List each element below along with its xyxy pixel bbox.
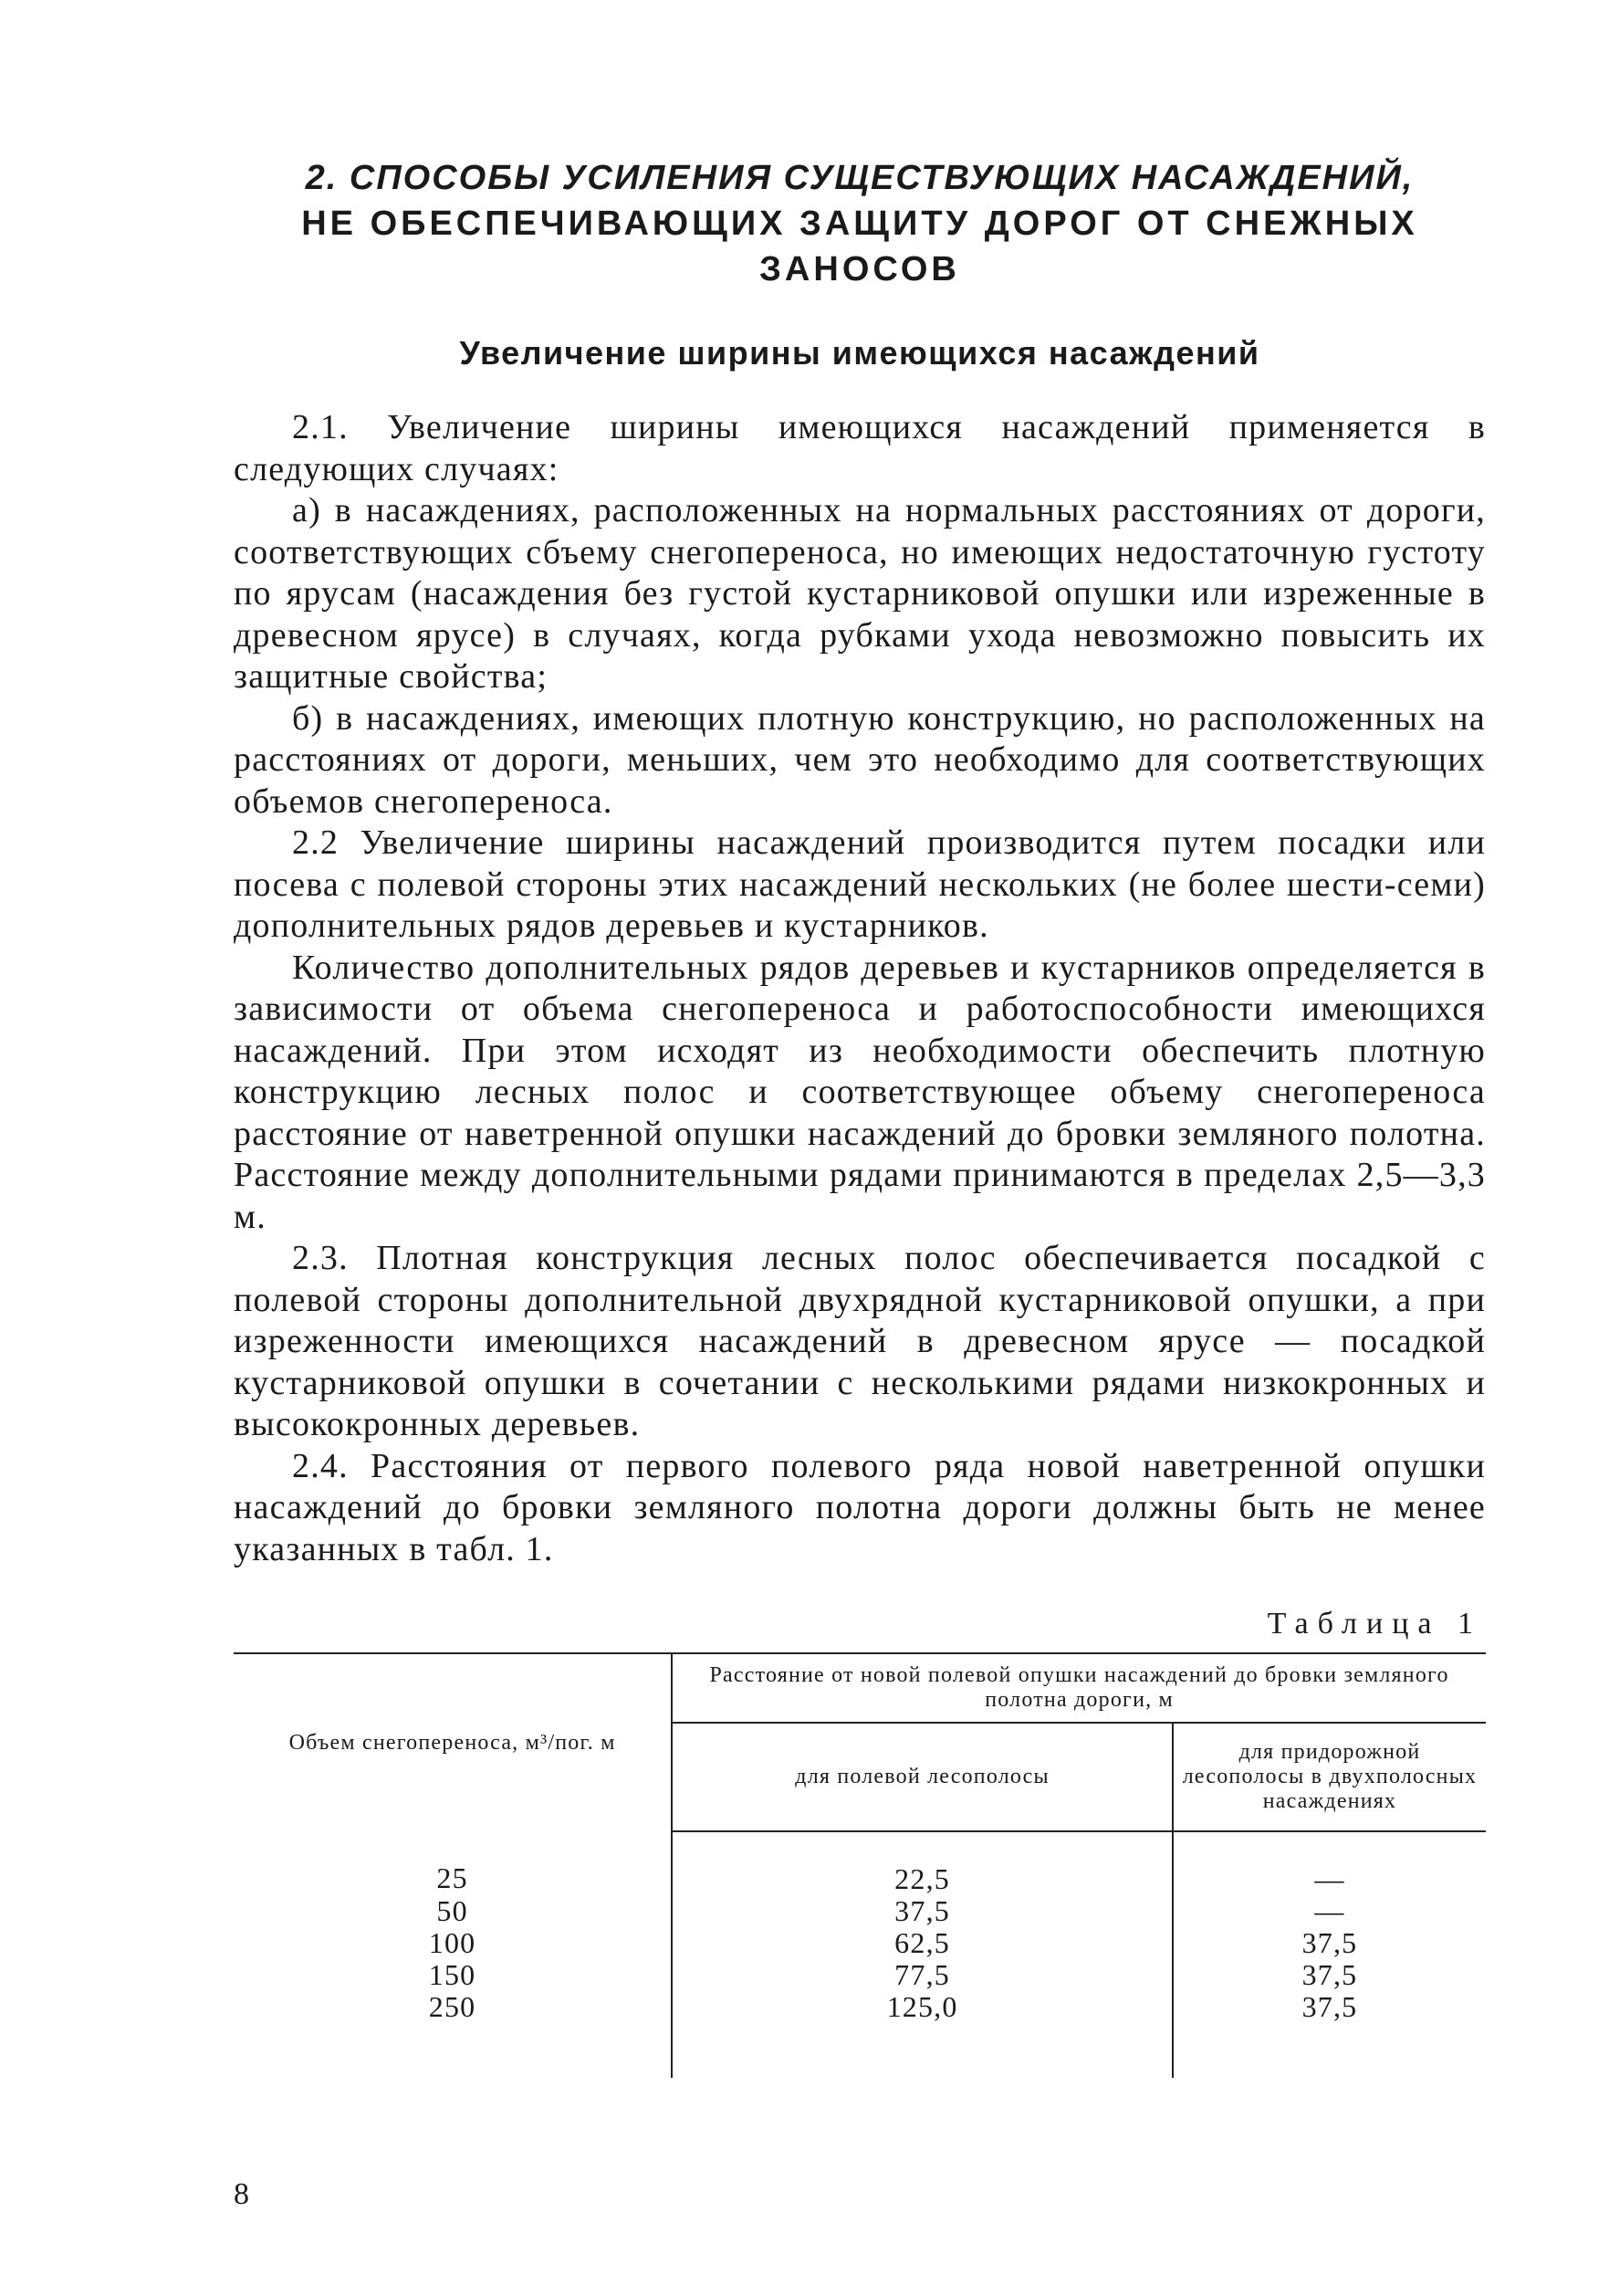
- table-row: [234, 1895, 1486, 1927]
- cell-volume: 50: [234, 1895, 672, 1927]
- table-row: [234, 1991, 1486, 2078]
- paragraph-2-1: 2.1. Увеличение ширины имеющихся насаждений применяется в следующих случаях:: [234, 408, 1486, 488]
- cell-roadside-distance: 37,5: [1301, 1926, 1358, 1959]
- cell-roadside-distance: —: [1314, 1862, 1345, 1895]
- paragraph-2-1-b: б) в насаждениях, имеющих плотную конструкцию, но расположенных на расстояниях от дороги, меньших, чем это необходимо для соответствующих объемов снегопереноса.: [234, 698, 1486, 821]
- section-heading-line2: НЕ ОБЕСПЕЧИВАЮЩИХ ЗАЩИТУ ДОРОГ ОТ СНЕЖНЫХ ЗАНОСОВ: [301, 204, 1418, 288]
- cell-roadside-distance: 37,5: [1301, 1958, 1358, 1991]
- cell-field-distance: 22,5: [672, 1831, 1173, 1895]
- paragraph-2-2-cont: Количество дополнительных рядов деревьев и кустарников определяется в зависимости от объема снегопереноса и работоспособности имеющихся насаждений. При этом исходят из необходимости обеспечить плотную конструкцию лесных полос и соответствующее объему снегопереноса расстояние от наветренной опушки насаждений до бровки земляного полотна. Расстояние между дополнительными рядами принимаются в пределах 2,5—3,3 м.: [234, 948, 1486, 1236]
- col-header-field-belt: для полевой лесополосы: [672, 1723, 1173, 1831]
- table-row: [234, 1959, 1486, 1991]
- cell-volume: 150: [234, 1959, 672, 1991]
- cell-roadside-distance: 37,5: [1301, 1990, 1358, 2023]
- table-row: [234, 1831, 1486, 1895]
- cell-field-distance: 125,0: [672, 1991, 1173, 2078]
- cell-volume: 250: [234, 1991, 672, 2078]
- cell-field-distance: 37,5: [672, 1895, 1173, 1927]
- section-heading-line1: 2. СПОСОБЫ УСИЛЕНИЯ СУЩЕСТВУЮЩИХ НАСАЖДЕНИЙ,: [305, 159, 1415, 197]
- distance-table: [234, 1652, 1486, 2078]
- paragraph-2-2: 2.2 Увеличение ширины насаждений производится путем посадки или посева с полевой стороны этих насаждений нескольких (не более шести-семи) дополнительных рядов деревьев и кустарников.: [234, 823, 1486, 945]
- page-number: 8: [234, 2177, 249, 2211]
- cell-volume: 25: [234, 1831, 672, 1895]
- cell-volume: 100: [234, 1927, 672, 1959]
- subsection-heading: Увеличение ширины имеющихся насаждений: [459, 334, 1260, 372]
- cell-field-distance: 62,5: [672, 1927, 1173, 1959]
- document-page: [234, 137, 1486, 2078]
- cell-field-distance: 77,5: [672, 1959, 1173, 1991]
- paragraph-2-1-a: а) в насаждениях, расположенных на нормальных расстояниях от дороги, соответствующих сбъему снегопереноса, но имеющих недостаточную густоту по ярусам (насаждения без густой кустарниковой опушки или изреженные в древесном ярусе) в случаях, когда рубками ухода невозможно повысить их защитные свойства;: [234, 491, 1486, 696]
- col-header-volume: Объем снегопереноса, м³/пог. м: [234, 1653, 672, 1831]
- cell-roadside-distance: —: [1314, 1894, 1345, 1927]
- table-caption: Таблица 1: [1267, 1607, 1482, 1641]
- col-header-roadside-belt: для придорожной лесополосы в двухполосных насаждениях: [1173, 1723, 1486, 1831]
- col-header-group: Расстояние от новой полевой опушки насаждений до бровки земляного полотна дороги, м: [672, 1653, 1486, 1723]
- section-heading: [234, 155, 1486, 292]
- paragraph-2-3: 2.3. Плотная конструкция лесных полос обеспечивается посадкой с полевой стороны дополнительной двухрядной кустарниковой опушки, а при изреженности имеющихся насаждений в древесном ярусе — посадкой кустарниковой опушки в сочетании с несколькими рядами низкокронных и высококронных деревьев.: [234, 1239, 1486, 1443]
- table-row: [234, 1927, 1486, 1959]
- paragraph-2-4: 2.4. Расстояния от первого полевого ряда новой наветренной опушки насаждений до бровки земляного полотна дороги должны быть не менее указанных в табл. 1.: [234, 1446, 1486, 1568]
